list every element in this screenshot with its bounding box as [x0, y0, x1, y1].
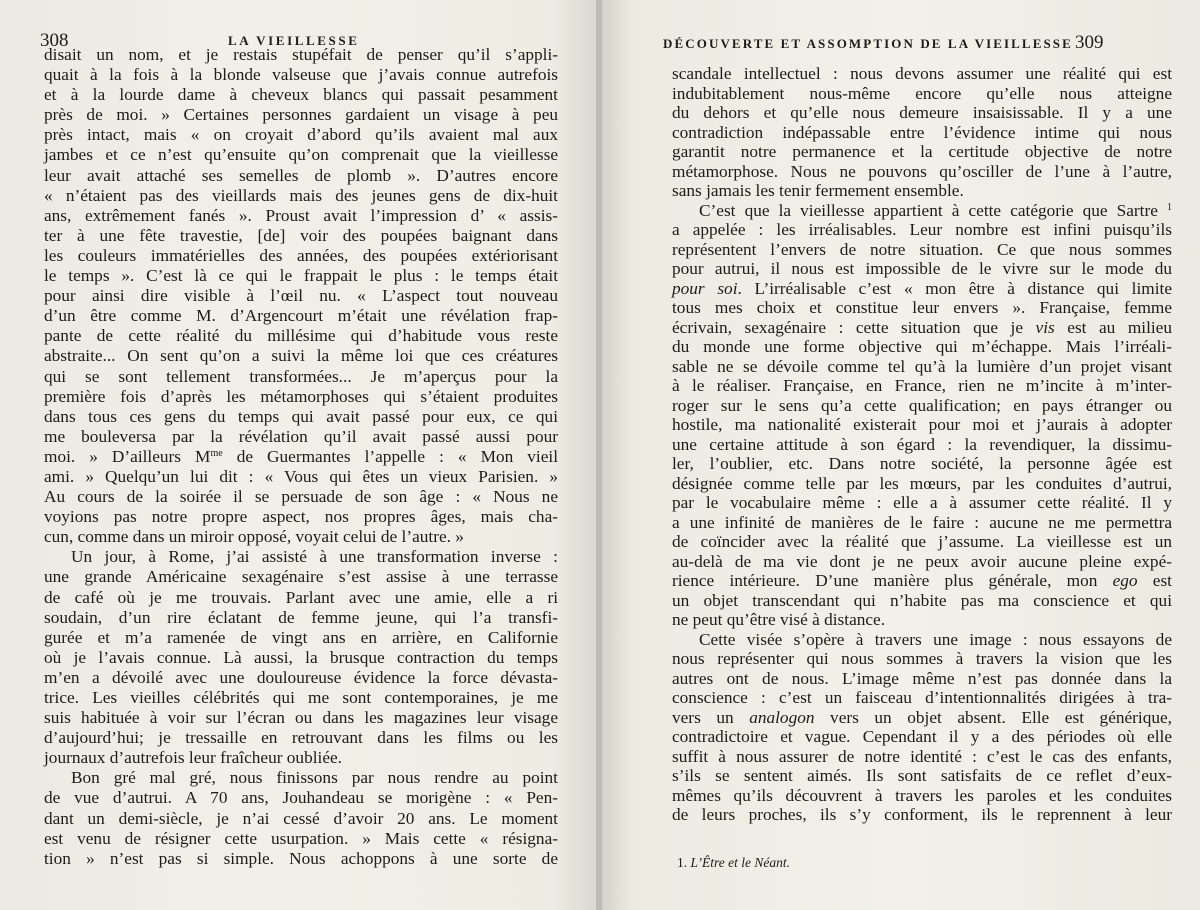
text-line: Un jour, à Rome, j’ai assisté à une transformation inverse : [71, 547, 558, 567]
text-line: pour ainsi dire visible à l’œil nu. « L’aspect tout nouveau [44, 286, 558, 306]
text-line: du monde une forme objective qui m’échappe. Mais l’irréali- [672, 337, 1172, 356]
running-head: DÉCOUVERTE ET ASSOMPTION DE LA VIEILLESSE [663, 36, 1073, 51]
footnote [677, 855, 790, 871]
text-line: mêmes qu’ils découvrent à travers les paroles et les conduites [672, 785, 1172, 805]
text-line: ans, extrêmement fanés ». Proust avait l’impression d’ « assis- [44, 205, 558, 225]
superscript: 1 [1167, 201, 1172, 213]
text-line: tion » n’est pas si simple. Nous achoppons à une sorte de [44, 848, 558, 868]
text-line: par le vocabulaire même : elle a à assumer cette réalité. Il y [672, 493, 1172, 512]
text-span: vers un objet absent. Elle est générique, [814, 707, 1173, 727]
text-line: me bouleversa par la révélation qu’il avait passé aussi pour [44, 426, 558, 446]
paragraph [672, 64, 1172, 201]
text-line: nous représenter qui nous sommes à travers la vision que les [672, 649, 1172, 668]
text-line: où je l’avais connue. Là aussi, la brusque contraction du temps [44, 647, 558, 667]
footnote-number: 1. [677, 855, 688, 870]
text-line [44, 447, 558, 467]
text-line [672, 279, 1172, 299]
text-line: tous mes choix et constitue leur envers ». Française, femme [672, 298, 1172, 317]
text-line: contradiction indépassable entre l’évidence intime qui nous [672, 122, 1172, 142]
text-line: une certaine attitude à son égard : la revendiquer, la dissimu- [672, 434, 1172, 454]
paragraph [672, 201, 1172, 630]
text-line: métamorphose. Nous ne pouvons qu’osciller de l’une à l’autre, [672, 161, 1172, 181]
text-line: un objet transcendant qui n’habite pas ma conscience et qui [672, 590, 1172, 610]
italic-text: pour soi [672, 278, 738, 298]
right-page-309 [602, 0, 1200, 910]
text-line: et à la lourde dame à cheveux blancs qui passait pesamment [44, 85, 558, 105]
text-line: ne peut qu’être visé à distance. [672, 610, 886, 629]
text-line: s’ils se sentent aimés. Ils sont satisfaits de ce reflet d’eux- [672, 766, 1172, 785]
text-line: sable ne se dévoile comme tel qu’à la lumière d’un projet visant [672, 356, 1172, 376]
text-line: est venu de résigner cette usurpation. » Mais cette « résigna- [44, 828, 558, 848]
text-line: pour autrui, il nous est impossible de le vivre sur le mode du [672, 259, 1172, 278]
text-line: ler, l’oublier, etc. Dans notre société, la personne âgée est [672, 454, 1172, 473]
text-line: leur avait attaché ses semelles de plomb ». D’autres encore [44, 165, 558, 185]
text-line: désignée comme telle par les mœurs, par les conduites d’autrui, [672, 473, 1172, 493]
text-span: moi. » D’ailleurs M [44, 446, 211, 466]
page-number: 308 [40, 30, 69, 51]
text-line: indubitablement nous-même encore qu’elle nous atteigne [672, 83, 1172, 103]
text-line: de café où je me trouvais. Parlant avec une amie, elle a ri [44, 587, 558, 607]
text-line: à le réaliser. Française, en France, rien ne m’incite à m’inter- [672, 376, 1172, 395]
text-line: hostile, ma nationalité existerait pour moi et j’aurais à adopter [672, 415, 1172, 434]
text-line: cun, comme dans un miroir opposé, voyait celui de l’autre. » [44, 527, 464, 547]
text-line: Cette visée s’opère à travers une image : nous essayons de [699, 629, 1172, 649]
footnote-text: L’Être et le Néant. [690, 855, 790, 870]
text-line: jambes et ce n’est qu’ensuite qu’on comprenait que la vieillesse [44, 145, 558, 165]
text-line: Au cours de la soirée il se persuade de son âge : « Nous ne [44, 487, 558, 507]
text-line: voyions pas notre propre aspect, nos propres âges, mais cha- [44, 507, 558, 527]
paragraph [672, 630, 1172, 825]
text-line: sans jamais les tenir fermement ensemble. [672, 181, 964, 200]
text-line: suffit à nous assurer de notre identité : c’est le cas des enfants, [672, 746, 1172, 766]
text-line: suis habituée à voir sur l’écran ou dans les magazines leur visage [44, 708, 558, 728]
text-line: a une infinité de manières de le faire : aucune ne me permettra [672, 512, 1172, 532]
text-line: gurée et m’a ramenée de vingt ans en arrière, en Californie [44, 627, 558, 647]
italic-text: analogon [749, 707, 815, 727]
text-line: le temps ». C’est là ce qui le frappait le plus : le temps était [44, 266, 558, 286]
text-span: écrivain, sexagénaire : cette situation que je [672, 317, 1036, 337]
italic-text: ego [1112, 571, 1138, 590]
text-span: est [1137, 571, 1172, 590]
text-line: ter à une fête travestie, [de] voir des poupées baignant dans [44, 225, 558, 245]
text-span: rience intérieure. D’une manière plus générale, mon [672, 571, 1113, 590]
text-line: « n’étaient pas des vieillards mais des jeunes gens de dix-huit [44, 185, 558, 205]
text-line: trice. Les vieilles célébrités qui me sont contemporaines, je me [44, 688, 558, 707]
superscript: me [210, 447, 223, 459]
text-line: dans tous ces gens du temps qui avait passé pour eux, ce qui [44, 406, 558, 426]
text-line: qui se sont tellement transformées... Je m’aperçus pour la [44, 366, 558, 386]
text-line: m’en a dévoilé avec une douloureuse évidence la force dévasta- [44, 667, 558, 687]
text-line: roger sur le sens qu’a cette qualification; en pays étranger ou [672, 395, 1172, 415]
text-line: au-delà de ma vie dont je ne peux avoir aucune pleine expé- [672, 551, 1172, 571]
text-line: de coïncider avec la réalité que j’assume. La vieillesse est un [672, 532, 1172, 551]
text-line: Bon gré mal gré, nous finissons par nous rendre au point [71, 768, 558, 788]
text-line: autres ont de nous. L’image même n’est pas donnée dans la [672, 668, 1172, 688]
text-line: pante de cette réalité du millésime qui d’habitude vous reste [44, 326, 558, 346]
text-span: . L’irréalisable c’est « mon être à distance qui limite [737, 278, 1172, 298]
text-line: soudain, d’un rire éclatant de femme jeune, qui l’a transfi- [44, 607, 558, 627]
text-line: première fois d’après les métamorphoses qui s’étaient produites [44, 386, 558, 406]
text-line: près intact, mais « on croyait d’abord qu’ils avaient mal aux [44, 125, 558, 145]
text-line: quait à la fois à la blonde valseuse que j’avais connue autrefois [44, 65, 558, 85]
italic-text: vis [1035, 317, 1055, 337]
text-line: du dehors et qu’elle nous demeure insaisissable. Il y a une [672, 103, 1172, 122]
text-line: journaux d’autrefois leur fraîcheur oubliée. [44, 748, 342, 768]
page-body-text [672, 64, 1172, 825]
text-line: d’aujourd’hui; je tressaille en retrouvant dans les films ou les [44, 728, 558, 748]
text-line: une grande Américaine sexagénaire s’est assise à une terrasse [44, 567, 558, 587]
text-line: a appelée : les irréalisables. Leur nombre est infini puisqu’ils [672, 220, 1172, 239]
left-page-308 [0, 0, 598, 910]
paragraph [44, 547, 558, 768]
page-number: 309 [1075, 32, 1104, 53]
text-line: conscience : c’est un faisceau d’intentionnalités dirigées à tra- [672, 688, 1172, 707]
text-line: près de moi. » Certaines personnes gardaient un visage à peu [44, 105, 558, 125]
text-line: abstraite... On sent qu’on a suivi la même loi que ces créatures [44, 346, 558, 366]
text-line: de vue d’autrui. A 70 ans, Jouhandeau se morigène : « Pen- [44, 788, 558, 808]
text-line: contradictoire et vague. Cependant il y a des périodes où elle [672, 727, 1172, 746]
text-line: dant un demi-siècle, je n’ai cessé d’avoir 20 ans. Le moment [44, 808, 558, 828]
text-span: vers un [672, 707, 750, 727]
text-line: scandale intellectuel : nous devons assumer une réalité qui est [672, 64, 1172, 83]
paragraph [44, 768, 558, 868]
text-line [672, 571, 1172, 591]
running-head: LA VIEILLESSE [228, 33, 360, 48]
text-line [672, 201, 1172, 221]
text-line: les couleurs immatérielles des années, des poupées extériorisant [44, 245, 558, 265]
paragraph [44, 45, 558, 547]
text-line: garantit notre permanence et la certitude objective de notre [672, 142, 1172, 161]
text-line [672, 318, 1172, 338]
text-line: ami. » Quelqu’un lui dit : « Vous qui êtes un vieux Parisien. » [44, 466, 558, 486]
text-line: d’un être comme M. d’Argencourt m’était une révélation frap- [44, 306, 558, 326]
page-body-text [44, 45, 558, 869]
text-span: de Guermantes l’appelle : « Mon vieil [222, 446, 558, 466]
text-line: de leurs proches, ils s’y conforment, ils le reprennent à leur [672, 805, 1172, 824]
text-line [672, 708, 1172, 728]
text-span: est au milieu [1054, 317, 1172, 337]
text-line: représentent l’envers de notre situation. Ce que nous sommes [672, 239, 1172, 259]
text-line: disait un nom, et je restais stupéfait de penser qu’il s’appli- [44, 45, 558, 64]
text-span: C’est que la vieillesse appartient à cette catégorie que Sartre [699, 200, 1167, 220]
